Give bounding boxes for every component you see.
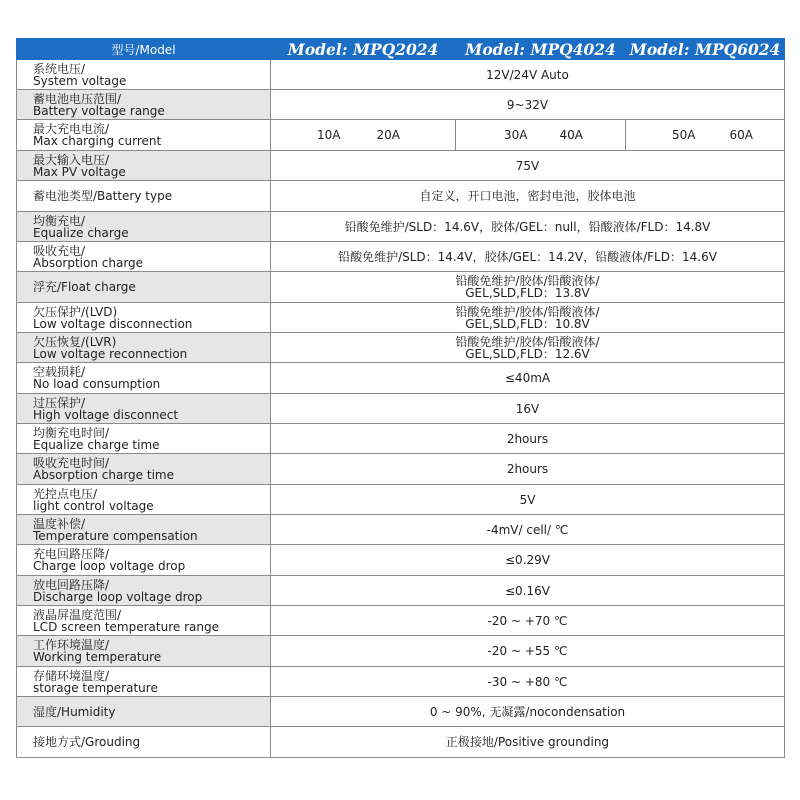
spec-label: 工作环境温度/ Working temperature	[17, 636, 271, 667]
current-cell	[626, 120, 785, 151]
spec-table	[16, 38, 785, 758]
spec-value: 铅酸免维护/胶体/铅酸液体/ GEL,SLD,FLD：13.8V	[271, 272, 785, 303]
spec-label: 温度补偿/ Temperature compensation	[17, 515, 271, 545]
spec-value: ≤0.29V	[271, 545, 785, 576]
spec-value: 0 ~ 90%, 无凝露/nocondensation	[271, 697, 785, 727]
spec-row	[17, 303, 785, 333]
model-mpq2024-header: Model: MPQ2024	[271, 39, 456, 60]
spec-label: 最大充电电流/ Max charging current	[17, 120, 271, 151]
spec-row	[17, 90, 785, 120]
current-value: 40A	[559, 128, 583, 142]
spec-row	[17, 424, 785, 454]
spec-label: 充电回路压降/ Charge loop voltage drop	[17, 545, 271, 576]
spec-value: -30 ~ +80 ℃	[271, 667, 785, 697]
spec-row	[17, 363, 785, 394]
model-mpq4024-header: Model: MPQ4024	[456, 39, 626, 60]
spec-row	[17, 333, 785, 363]
spec-label: 空载损耗/ No load consumption	[17, 363, 271, 394]
spec-body	[17, 60, 785, 758]
spec-label: 光控点电压/ light control voltage	[17, 485, 271, 515]
spec-label: 均衡充电时间/ Equalize charge time	[17, 424, 271, 454]
spec-row	[17, 394, 785, 424]
spec-label: 存储环境温度/ storage temperature	[17, 667, 271, 697]
spec-row	[17, 606, 785, 636]
spec-row	[17, 242, 785, 272]
spec-value: 正极接地/Positive grounding	[271, 727, 785, 758]
spec-value: 2hours	[271, 454, 785, 485]
spec-sheet	[16, 38, 784, 758]
spec-value: 12V/24V Auto	[271, 60, 785, 90]
spec-label: 吸收充电时间/ Absorption charge time	[17, 454, 271, 485]
spec-label: 湿度/Humidity	[17, 697, 271, 727]
spec-value: 铅酸免维护/胶体/铅酸液体/ GEL,SLD,FLD：10.8V	[271, 303, 785, 333]
spec-value: 自定义，开口电池，密封电池，胶体电池	[271, 181, 785, 212]
spec-label: 最大输入电压/ Max PV voltage	[17, 151, 271, 181]
spec-value: 16V	[271, 394, 785, 424]
spec-value: -4mV/ cell/ ℃	[271, 515, 785, 545]
spec-label: 蓄电池类型/Battery type	[17, 181, 271, 212]
spec-value: ≤40mA	[271, 363, 785, 394]
spec-row	[17, 151, 785, 181]
spec-row	[17, 120, 785, 151]
spec-label: 均衡充电/ Equalize charge	[17, 212, 271, 242]
spec-value: 铅酸免维护/SLD：14.4V，胶体/GEL：14.2V，铅酸液体/FLD：14.6V	[271, 242, 785, 272]
spec-value: -20 ~ +70 ℃	[271, 606, 785, 636]
spec-label: 吸收充电/ Absorption charge	[17, 242, 271, 272]
spec-label: 系统电压/ System voltage	[17, 60, 271, 90]
spec-row	[17, 515, 785, 545]
current-value: 20A	[376, 128, 400, 142]
spec-row	[17, 272, 785, 303]
spec-row	[17, 60, 785, 90]
spec-row	[17, 181, 785, 212]
spec-label: 接地方式/Grouding	[17, 727, 271, 758]
spec-label: 过压保护/ High voltage disconnect	[17, 394, 271, 424]
spec-label: 放电回路压降/ Discharge loop voltage drop	[17, 576, 271, 606]
spec-value: 2hours	[271, 424, 785, 454]
spec-row	[17, 545, 785, 576]
spec-row	[17, 212, 785, 242]
spec-value: 铅酸免维护/胶体/铅酸液体/ GEL,SLD,FLD：12.6V	[271, 333, 785, 363]
model-header-label: 型号/Model	[17, 39, 271, 60]
spec-row	[17, 667, 785, 697]
spec-value: -20 ~ +55 ℃	[271, 636, 785, 667]
current-cell	[271, 120, 456, 151]
spec-row	[17, 697, 785, 727]
spec-label: 蓄电池电压范围/ Battery voltage range	[17, 90, 271, 120]
header-row	[17, 39, 785, 60]
spec-value: 铅酸免维护/SLD：14.6V，胶体/GEL：null，铅酸液体/FLD：14.8V	[271, 212, 785, 242]
spec-value: 9~32V	[271, 90, 785, 120]
spec-row	[17, 576, 785, 606]
spec-row	[17, 727, 785, 758]
spec-label: 液晶屏温度范围/ LCD screen temperature range	[17, 606, 271, 636]
spec-label: 欠压保护/(LVD) Low voltage disconnection	[17, 303, 271, 333]
current-value: 30A	[504, 128, 528, 142]
current-cell	[456, 120, 626, 151]
spec-value: 5V	[271, 485, 785, 515]
spec-value: 75V	[271, 151, 785, 181]
current-value: 10A	[317, 128, 341, 142]
spec-row	[17, 636, 785, 667]
current-value: 60A	[729, 128, 753, 142]
model-mpq6024-header: Model: MPQ6024	[626, 39, 785, 60]
spec-row	[17, 485, 785, 515]
spec-label: 欠压恢复/(LVR) Low voltage reconnection	[17, 333, 271, 363]
spec-label: 浮充/Float charge	[17, 272, 271, 303]
spec-value: ≤0.16V	[271, 576, 785, 606]
current-value: 50A	[672, 128, 696, 142]
spec-row	[17, 454, 785, 485]
